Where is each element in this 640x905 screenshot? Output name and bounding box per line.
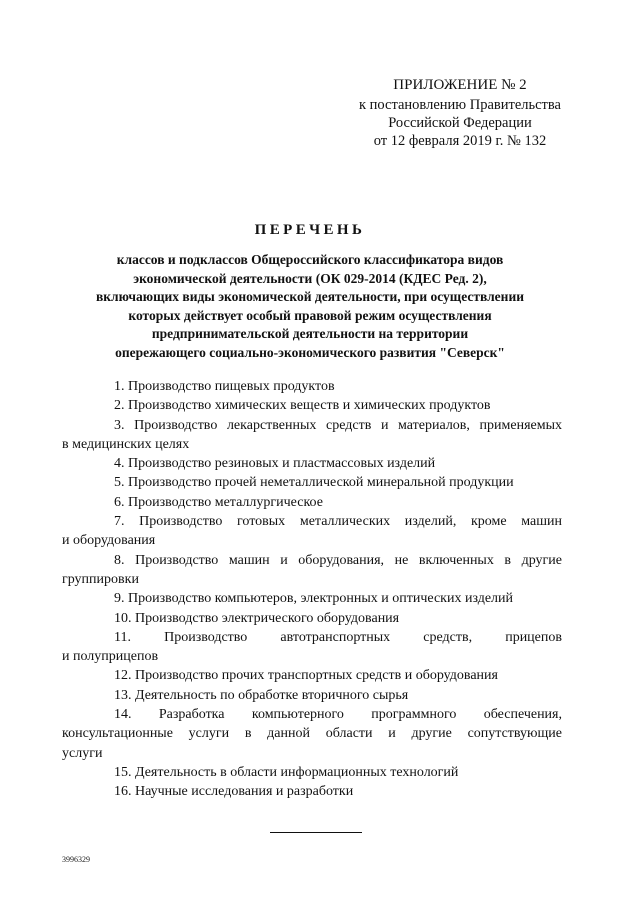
list-item <box>62 396 562 415</box>
list-item <box>62 473 562 492</box>
subtitle-line: включающих виды экономической деятельности, при осуществлении <box>95 289 525 305</box>
list-item <box>62 589 562 608</box>
attachment-line: Российской Федерации <box>388 115 532 131</box>
list-item-text: 4. Производство резиновых и пластмассовых изделий <box>114 456 436 472</box>
document-title <box>60 222 560 363</box>
list-item-continuation: консультационные услуги в данной области и другие сопутствующие <box>62 726 562 742</box>
list-item <box>62 416 562 455</box>
list-item-continuation: и полуприцепов <box>62 649 159 665</box>
list-item-text: 6. Производство металлургическое <box>114 494 323 510</box>
list-item-text: 2. Производство химических веществ и химических продуктов <box>114 398 491 414</box>
list-item-text: 8. Производство машин и оборудования, не включенных в другие <box>114 552 562 568</box>
list-item-text: 1. Производство пищевых продуктов <box>114 379 335 394</box>
list-item-continuation: группировки <box>62 571 139 587</box>
list-item-continuation: и оборудования <box>62 533 156 549</box>
list-item-text: 13. Деятельность по обработке вторичного сырья <box>114 687 409 703</box>
subtitle-line: экономической деятельности (ОК 029-2014 (КДЕС Ред. 2), <box>133 270 487 286</box>
title-word: ПЕРЕЧЕНЬ <box>254 222 366 238</box>
list-item-text: 16. Научные исследования и разработки <box>114 784 354 800</box>
title-subtitle <box>60 251 560 363</box>
document-code: 3996329 <box>62 855 90 864</box>
list-item <box>62 686 562 705</box>
list-item <box>62 705 562 763</box>
list-item <box>62 551 562 590</box>
list-item <box>62 377 562 396</box>
list-item <box>62 454 562 473</box>
subtitle-line: опережающего социально-экономического развития "Северск" <box>115 344 505 360</box>
subtitle-line: классов и подклассов Общероссийского классификатора видов <box>116 252 504 267</box>
list-item <box>62 493 562 512</box>
attachment-date-line: от 12 февраля 2019 г. № 132 <box>373 133 547 149</box>
list-item-text: 10. Производство электрического оборудования <box>114 610 400 626</box>
list-item <box>62 628 562 667</box>
list-item-text: 3. Производство лекарственных средств и материалов, применяемых <box>114 417 562 433</box>
list-item-text: 9. Производство компьютеров, электронных и оптических изделий <box>114 591 514 607</box>
list-item-text: 15. Деятельность в области информационных технологий <box>114 764 459 780</box>
list-item-continuation: в медицинских целях <box>62 436 190 452</box>
list-item-text: 11. Производство автотранспортных средств, прицепов <box>114 629 562 645</box>
list-item-text: 7. Производство готовых металлических изделий, кроме машин <box>114 514 562 530</box>
list-item <box>62 782 562 801</box>
attachment-heading: ПРИЛОЖЕНИЕ № 2 <box>393 77 527 93</box>
list-item-text: 14. Разработка компьютерного программного обеспечения, <box>114 707 562 723</box>
list-item <box>62 666 562 685</box>
closing-rule <box>270 832 362 833</box>
list-item-text: 5. Производство прочей неметаллической минеральной продукции <box>114 475 514 491</box>
list-item <box>62 763 562 782</box>
list-item <box>62 512 562 551</box>
attachment-block <box>330 76 590 150</box>
list-item-continuation: услуги <box>62 745 103 761</box>
list-item-text: 12. Производство прочих транспортных средств и оборудования <box>114 668 498 684</box>
attachment-line: к постановлению Правительства <box>359 97 561 113</box>
activity-list <box>62 377 562 802</box>
subtitle-line: предпринимательской деятельности на территории <box>151 326 469 342</box>
subtitle-line: которых действует особый правовой режим осуществления <box>128 307 492 323</box>
list-item <box>62 609 562 628</box>
